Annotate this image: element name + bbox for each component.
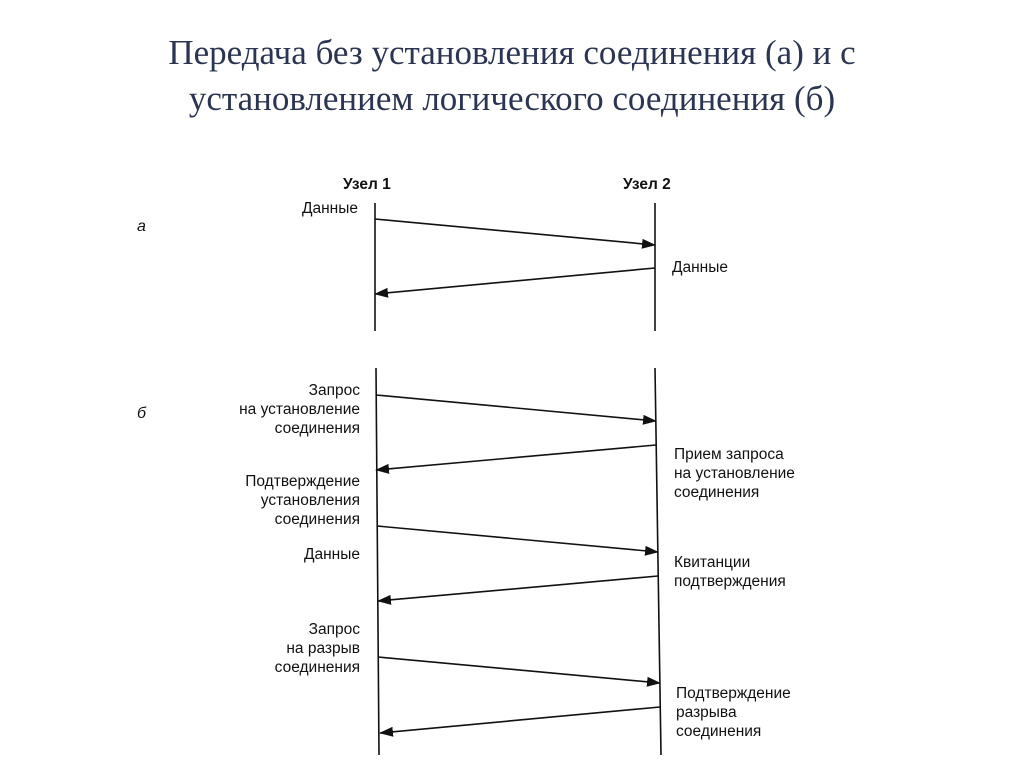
node1-lifeline-b	[376, 368, 379, 755]
arrow-b-connect-accept	[376, 445, 656, 470]
section-a-label: а	[137, 218, 146, 235]
b-left-label-4: Запрос на разрыв соединения	[274, 621, 360, 676]
a-left-label: Данные	[302, 200, 358, 217]
b-right-label-3: Подтверждение разрыва соединения	[676, 685, 791, 740]
a-right-label: Данные	[672, 259, 728, 276]
b-left-label-3: Данные	[304, 546, 360, 563]
title-line-1: Передача без установления соединения (а) и с	[168, 33, 856, 72]
b-right-label-1: Прием запроса на установление соединения	[674, 446, 795, 501]
arrow-a-data-to-node2	[375, 219, 655, 245]
b-left-label-1: Запрос на установление соединения	[239, 382, 360, 437]
arrow-b-ack	[378, 576, 658, 601]
arrow-b-disconnect-confirm	[380, 707, 660, 733]
arrow-b-connect-confirm-data	[377, 526, 658, 552]
title-line-2: установлением логического соединения (б)	[188, 79, 836, 118]
b-right-label-2: Квитанции подтверждения	[674, 554, 786, 590]
b-left-label-2: Подтверждение установления соединения	[245, 473, 360, 528]
node2-header: Узел 2	[623, 176, 671, 193]
arrow-b-disconnect-request	[378, 657, 660, 683]
arrow-a-data-to-node1	[375, 268, 655, 294]
section-b-label: б	[137, 405, 146, 422]
arrow-b-connect-request	[376, 395, 656, 421]
node1-header: Узел 1	[343, 176, 391, 193]
node2-lifeline-b	[655, 368, 661, 755]
